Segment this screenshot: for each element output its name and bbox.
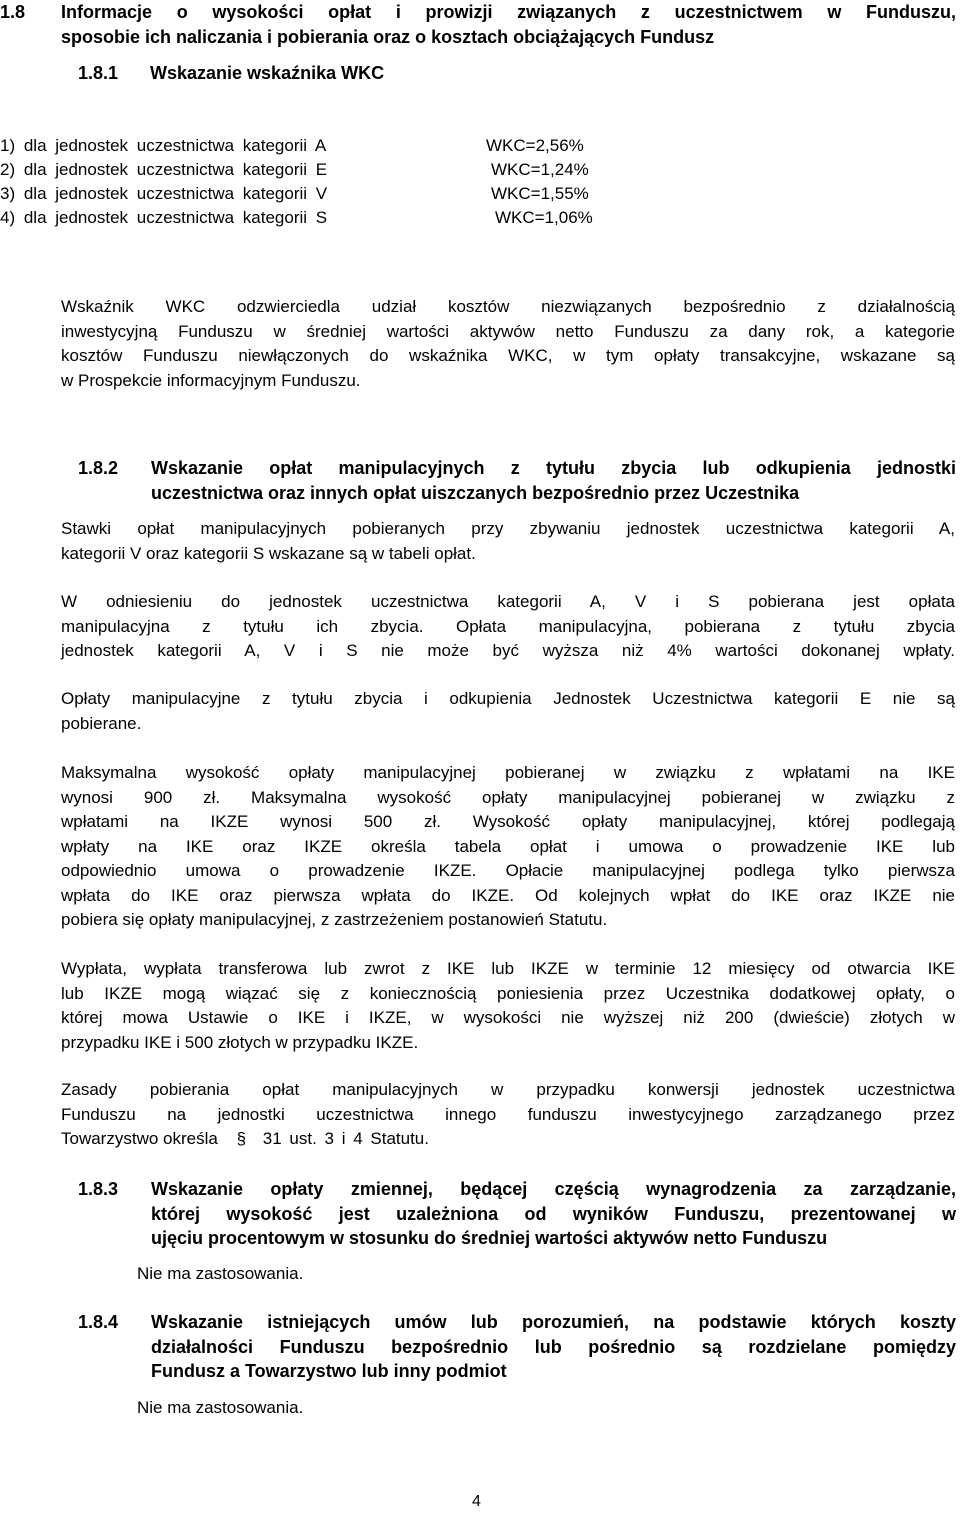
text-line: przypadku IKE i 500 złotych w przypadku IKZE.	[61, 1032, 419, 1052]
page-number: 4	[472, 1493, 481, 1510]
text-line: wynosi 900 zł. Maksymalna wysokość opłaty manipulacyjnej pobieranej w związku z	[61, 787, 955, 807]
paragraph	[61, 761, 955, 933]
not-applicable-text: Nie ma zastosowania.	[137, 1398, 304, 1417]
subsection-number: 1.8.3	[78, 1179, 119, 1199]
text-line: Zasady pobierania opłat manipulacyjnych w przypadku konwersji jednostek uczestnictwa	[61, 1080, 955, 1099]
text-fragment: 31 ust. 3 i 4 Statutu.	[262, 1129, 429, 1148]
subsection-title-line: działalności Funduszu bezpośrednio lub pośrednio są rozdzielane pomiędzy	[151, 1336, 956, 1357]
subsection-title-line: Wskazanie opłaty zmiennej, będącej częścią wynagrodzenia za zarządzanie,	[151, 1179, 956, 1199]
text-line: Opłaty manipulacyjne z tytułu zbycia i odkupienia Jednostek Uczestnictwa kategorii E nie są	[61, 689, 955, 708]
paragraph	[61, 687, 955, 736]
text-line: jednostek kategorii A, V i S nie może być wyższa niż 4% wartości dokonanej wpłaty.	[61, 641, 955, 660]
subsection-number: 1.8.1	[78, 63, 119, 83]
paragraph	[61, 1078, 955, 1152]
text-line	[61, 1127, 955, 1152]
wkc-label: 1) dla jednostek uczestnictwa kategorii A	[0, 136, 327, 155]
wkc-label: 3) dla jednostek uczestnictwa kategorii V	[0, 184, 328, 203]
text-line: W odniesieniu do jednostek uczestnictwa kategorii A, V i S pobierana jest opłata	[61, 592, 955, 611]
paragraph	[61, 957, 955, 1055]
subsection-title-line: Wskazanie opłat manipulacyjnych z tytułu zbycia lub odkupienia jednostki	[151, 458, 956, 478]
subsection-title: Wskazanie wskaźnika WKC	[150, 63, 385, 83]
wkc-value: WKC=1,24%	[491, 160, 589, 179]
section-number: 1.8	[0, 2, 26, 22]
section-title-line: Informacje o wysokości opłat i prowizji związanych z uczestnictwem w Funduszu,	[61, 2, 956, 22]
section-title-line: sposobie ich naliczania i pobierania oraz o kosztach obciążających Fundusz	[61, 26, 715, 47]
text-line: manipulacyjna z tytułu ich zbycia. Opłata manipulacyjna, pobierana z tytułu zbycia	[61, 616, 955, 636]
text-line: Wskaźnik WKC odzwierciedla udział kosztów niezwiązanych bezpośrednio z działalnością	[61, 297, 955, 316]
text-line: wpłata do IKE oraz pierwsza wpłata do IKZE. Od kolejnych wpłat do IKE oraz IKZE nie	[61, 885, 955, 905]
text-line: pobierane.	[61, 713, 142, 733]
text-line: w Prospekcie informacyjnym Funduszu.	[61, 370, 361, 390]
text-line: wpłaty na IKE oraz IKZE określa tabela opłat i umowa o prowadzenie IKE lub	[61, 836, 955, 856]
subsection-title-line: uczestnictwa oraz innych opłat uiszczanych bezpośrednio przez Uczestnika	[151, 482, 800, 503]
text-line: pobiera się opłaty manipulacyjnej, z zastrzeżeniem postanowień Statutu.	[61, 910, 608, 929]
text-line: inwestycyjną Funduszu w średniej wartości aktywów netto Funduszu za dany rok, a kategorie	[61, 321, 955, 341]
paragraph	[61, 517, 955, 566]
text-line: lub IKZE mogą wiązać się z koniecznością poniesienia przez Uczestnika dodatkowej opłaty, o	[61, 983, 955, 1003]
section-sign: §	[236, 1129, 247, 1148]
subsection-title-line: Wskazanie istniejących umów lub porozumień, na podstawie których koszty	[151, 1312, 956, 1332]
text-line: Funduszu na jednostki uczestnictwa innego funduszu inwestycyjnego zarządzanego przez	[61, 1104, 955, 1124]
paragraph	[61, 590, 955, 664]
text-fragment: Towarzystwo określa	[61, 1129, 218, 1148]
subsection-title-line: ujęciu procentowym w stosunku do średniej wartości aktywów netto Funduszu	[151, 1228, 828, 1248]
wkc-description	[61, 295, 955, 393]
text-line: kategorii V oraz kategorii S wskazane są w tabeli opłat.	[61, 543, 476, 563]
text-line: Maksymalna wysokość opłaty manipulacyjnej pobieranej w związku z wpłatami na IKE	[61, 763, 955, 782]
text-line: Stawki opłat manipulacyjnych pobieranych przy zbywaniu jednostek uczestnictwa kategorii A,	[61, 519, 955, 538]
wkc-value: WKC=1,06%	[495, 208, 593, 227]
text-line: której mowa Ustawie o IKE i IKZE, w wysokości nie wyższej niż 200 (dwieście) złotych w	[61, 1008, 955, 1027]
text-line: Wypłata, wypłata transferowa lub zwrot z IKE lub IKZE w terminie 12 miesięcy od otwarcia IKE	[61, 959, 955, 978]
wkc-label: 4) dla jednostek uczestnictwa kategorii S	[0, 208, 328, 227]
wkc-value: WKC=2,56%	[486, 136, 584, 155]
wkc-value: WKC=1,55%	[491, 184, 589, 203]
subsection-title-line: Fundusz a Towarzystwo lub inny podmiot	[151, 1361, 507, 1381]
subsection-number: 1.8.4	[78, 1312, 119, 1332]
subsection-number: 1.8.2	[78, 458, 119, 478]
subsection-title-line: której wysokość jest uzależniona od wyników Funduszu, prezentowanej w	[151, 1203, 956, 1224]
wkc-label: 2) dla jednostek uczestnictwa kategorii E	[0, 160, 328, 179]
text-line: odpowiednio umowa o prowadzenie IKZE. Opłacie manipulacyjnej podlega tylko pierwsza	[61, 861, 955, 880]
text-line: wpłatami na IKZE wynosi 500 zł. Wysokość opłaty manipulacyjnej, której podlegają	[61, 812, 955, 831]
not-applicable-text: Nie ma zastosowania.	[137, 1264, 304, 1283]
text-line: kosztów Funduszu niewłączonych do wskaźnika WKC, w tym opłaty transakcyjne, wskazane są	[61, 346, 955, 365]
